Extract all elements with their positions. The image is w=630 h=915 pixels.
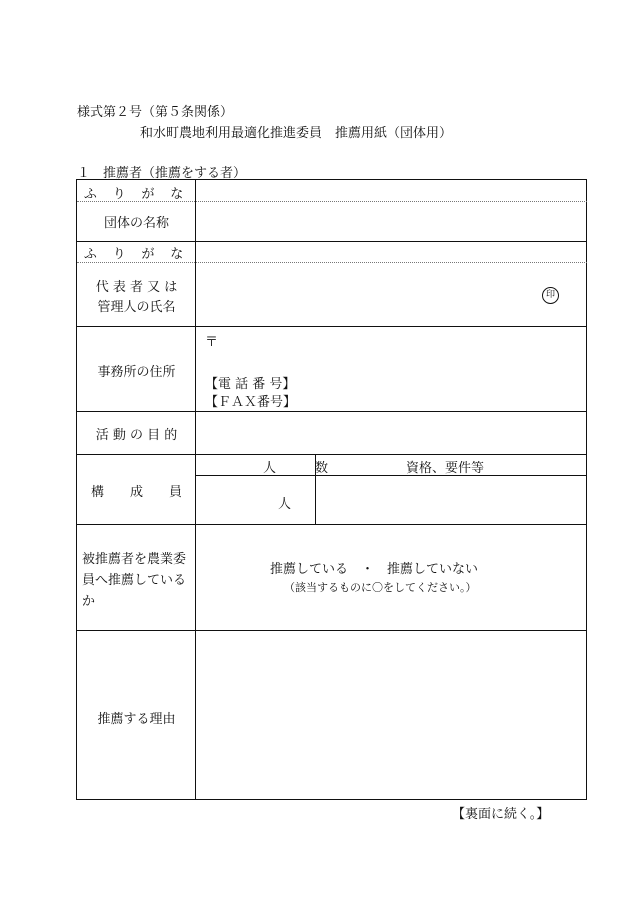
row-divider (77, 241, 587, 242)
form-title: 和水町農地利用最適化推進委員 推薦用紙（団体用） (140, 126, 453, 141)
members-label: 構 成 員 (90, 485, 182, 500)
office-address-label: 事務所の住所 (97, 365, 176, 380)
continue-note: 【裏面に続く。】 (452, 807, 550, 822)
form-number: 様式第２号（第５条関係） (77, 105, 234, 120)
member-qualification-header: 資格、要件等 (406, 461, 485, 476)
phone-label: 【電 話 番 号】 (205, 377, 296, 392)
org-name-label: 団体の名称 (103, 216, 169, 231)
dotted-divider (77, 201, 587, 202)
recommend-note: （該当するものに〇をしてください。） (284, 581, 477, 594)
section-heading: １ 推薦者（推薦をする者） (77, 166, 247, 181)
dotted-divider (77, 262, 587, 263)
seal-icon: 印 (542, 287, 559, 304)
furigana-label-org: ふ り が な (83, 187, 190, 202)
member-count-unit: 人 (278, 497, 292, 512)
postal-mark: 〒 (205, 335, 219, 350)
row-divider (77, 524, 587, 525)
subcolumn-divider (315, 454, 316, 524)
row-divider (77, 411, 587, 412)
row-divider (77, 326, 587, 327)
row-divider (77, 630, 587, 631)
furigana-label-rep: ふ り が な (83, 247, 190, 262)
purpose-label: 活 動 の 目 的 (95, 428, 178, 443)
subrow-divider (195, 475, 587, 476)
fax-label: 【ＦＡＸ番号】 (205, 395, 297, 410)
rep-label-line1: 代 表 者 又 は (95, 280, 178, 295)
rep-label-line2: 管理人の氏名 (97, 300, 176, 315)
member-count-header: 人 数 (263, 461, 329, 476)
reason-label: 推薦する理由 (97, 712, 176, 727)
recommend-options: 推薦している ・ 推薦していない (270, 562, 479, 577)
recommend-question-line2: 員へ推薦している (82, 573, 187, 588)
recommender-table (76, 179, 587, 800)
recommend-question-line3: か (82, 594, 96, 609)
row-divider (77, 454, 587, 455)
recommend-question-line1: 被推薦者を農業委 (82, 552, 187, 567)
